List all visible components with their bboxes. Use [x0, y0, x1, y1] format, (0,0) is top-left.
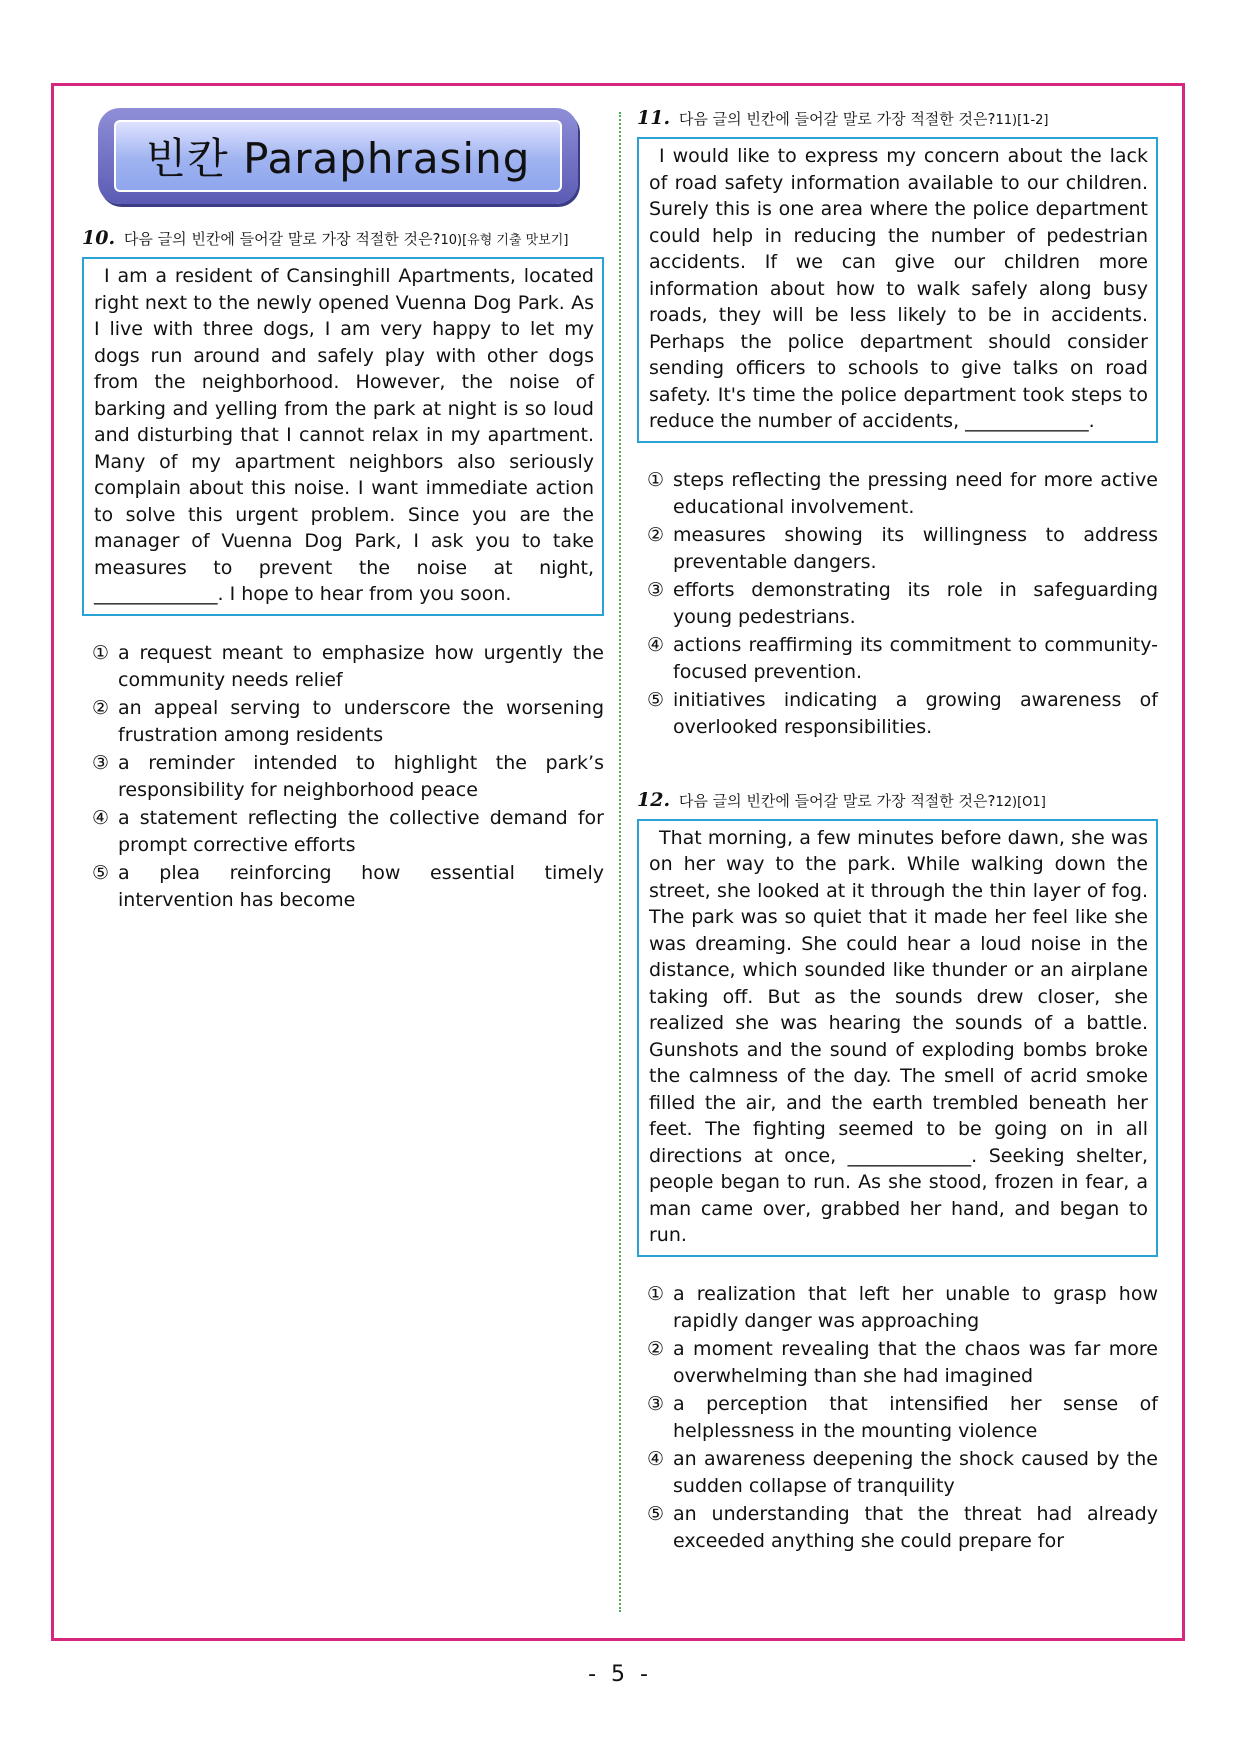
answer-option[interactable] — [82, 695, 604, 750]
question-10 — [82, 228, 604, 915]
answer-option[interactable] — [637, 1501, 1158, 1556]
option-marker: ① — [92, 641, 110, 664]
question-12 — [637, 790, 1158, 1556]
question-header — [637, 790, 1158, 813]
answer-option[interactable] — [82, 805, 604, 860]
option-text: an awareness deepening the shock caused by the sudden collapse of tranquility — [673, 1447, 1158, 1497]
passage-box: I would like to express my concern about the lack of road safety information available to our children. Surely this is one area where the police department could help in reducing the number of pedestrian accidents. If we can give our children more information about how to walk safely along busy roads, they will be less likely to be in accidents. Perhaps the police department should consider sending officers to schools to give talks on road safety. It's time the police department took steps to reduce the number of accidents, _____________. — [637, 137, 1158, 443]
option-marker: ② — [92, 696, 110, 719]
answer-option[interactable] — [82, 640, 604, 695]
option-text: a request meant to emphasize how urgently the community needs relief — [118, 641, 604, 691]
question-prompt: 다음 글의 빈칸에 들어갈 말로 가장 적절한 것은? — [123, 230, 441, 248]
option-marker: ④ — [92, 806, 110, 829]
answer-option[interactable] — [82, 750, 604, 805]
option-text: an understanding that the threat had already exceeded anything she could prepare for — [673, 1502, 1158, 1552]
passage-box: I am a resident of Cansinghill Apartments, located right next to the newly opened Vuenna Dog Park. As I live with three dogs, I am very happy to let my dogs run around and safely play with other dogs from the neighborhood. However, the noise of barking and yelling from the park at night is so loud and disturbing that I cannot relax in my apartment. Many of my apartment neighbors also seriously complain about this noise. I want immediate action to solve this urgent problem. Since you are the manager of Vuenna Dog Park, I ask you to take measures to prevent the noise at night, _____________. I hope to hear from you soon. — [82, 257, 604, 616]
question-number: 11. — [637, 107, 671, 129]
question-source: 11)[1-2] — [995, 113, 1049, 128]
option-marker: ③ — [647, 578, 665, 601]
option-marker: ⑤ — [647, 1502, 665, 1525]
option-marker: ② — [647, 523, 665, 546]
answer-option[interactable] — [637, 632, 1158, 687]
section-title: 빈칸 Paraphrasing — [114, 120, 562, 192]
option-marker: ① — [647, 1282, 665, 1305]
right-column — [637, 108, 1158, 1556]
section-title-banner — [98, 108, 578, 204]
option-marker: ④ — [647, 1447, 665, 1470]
option-text: a realization that left her unable to grasp how rapidly danger was approaching — [673, 1282, 1158, 1332]
option-text: an appeal serving to underscore the worsening frustration among residents — [118, 696, 604, 746]
column-divider — [619, 112, 621, 1612]
question-prompt: 다음 글의 빈칸에 들어갈 말로 가장 적절한 것은? — [678, 110, 996, 128]
answer-option[interactable] — [637, 1281, 1158, 1336]
option-text: a plea reinforcing how essential timely intervention has become — [118, 861, 604, 911]
option-text: a perception that intensified her sense of helplessness in the mounting violence — [673, 1392, 1158, 1442]
option-marker: ③ — [647, 1392, 665, 1415]
option-marker: ④ — [647, 633, 665, 656]
answer-option[interactable] — [637, 467, 1158, 522]
answer-option[interactable] — [637, 1391, 1158, 1446]
option-text: a moment revealing that the chaos was far more overwhelming than she had imagined — [673, 1337, 1158, 1387]
answer-option[interactable] — [637, 577, 1158, 632]
question-prompt: 다음 글의 빈칸에 들어갈 말로 가장 적절한 것은? — [678, 791, 996, 810]
question-header — [637, 108, 1158, 131]
option-text: a statement reflecting the collective demand for prompt corrective efforts — [118, 806, 604, 856]
question-header — [82, 228, 604, 251]
question-number: 10. — [82, 227, 116, 249]
answer-options — [82, 640, 604, 915]
option-marker: ② — [647, 1337, 665, 1360]
option-marker: ⑤ — [647, 688, 665, 711]
option-marker: ① — [647, 468, 665, 491]
answer-option[interactable] — [637, 1446, 1158, 1501]
answer-option[interactable] — [637, 1336, 1158, 1391]
answer-options — [637, 1281, 1158, 1556]
passage-box: That morning, a few minutes before dawn, she was on her way to the park. While walking down the street, she looked at it through the thin layer of fog. The park was so quiet that it made her feel like she was dreaming. She could hear a loud noise in the distance, which sounded like thunder or an airplane taking off. But as the sounds drew closer, she realized she was hearing the sounds of a battle. Gunshots and the sound of exploding bombs broke the calmness of the day. The smell of acrid smoke filled the air, and the earth trembled beneath her feet. The fighting seemed to be going on in all directions at once, _____________. Seeking shelter, people began to run. As she stood, frozen in fear, a man came over, grabbed her hand, and began to run. — [637, 819, 1158, 1257]
option-text: initiatives indicating a growing awareness of overlooked responsibilities. — [673, 688, 1158, 738]
answer-option[interactable] — [82, 860, 604, 915]
page-number: - 5 - — [588, 1662, 652, 1687]
option-marker: ⑤ — [92, 861, 110, 884]
option-marker: ③ — [92, 751, 110, 774]
left-column — [82, 108, 604, 915]
question-source: 10)[유형 기출 맛보기] — [440, 233, 569, 248]
question-number: 12. — [637, 788, 671, 811]
option-text: steps reflecting the pressing need for more active educational involvement. — [673, 468, 1158, 518]
option-text: a reminder intended to highlight the park’s responsibility for neighborhood peace — [118, 751, 604, 801]
option-text: measures showing its willingness to address preventable dangers. — [673, 523, 1158, 573]
question-source: 12)[O1] — [995, 794, 1046, 810]
answer-option[interactable] — [637, 522, 1158, 577]
option-text: efforts demonstrating its role in safeguarding young pedestrians. — [673, 578, 1158, 628]
question-11 — [637, 108, 1158, 742]
answer-option[interactable] — [637, 687, 1158, 742]
option-text: actions reaffirming its commitment to community-focused prevention. — [673, 633, 1158, 683]
answer-options — [637, 467, 1158, 742]
